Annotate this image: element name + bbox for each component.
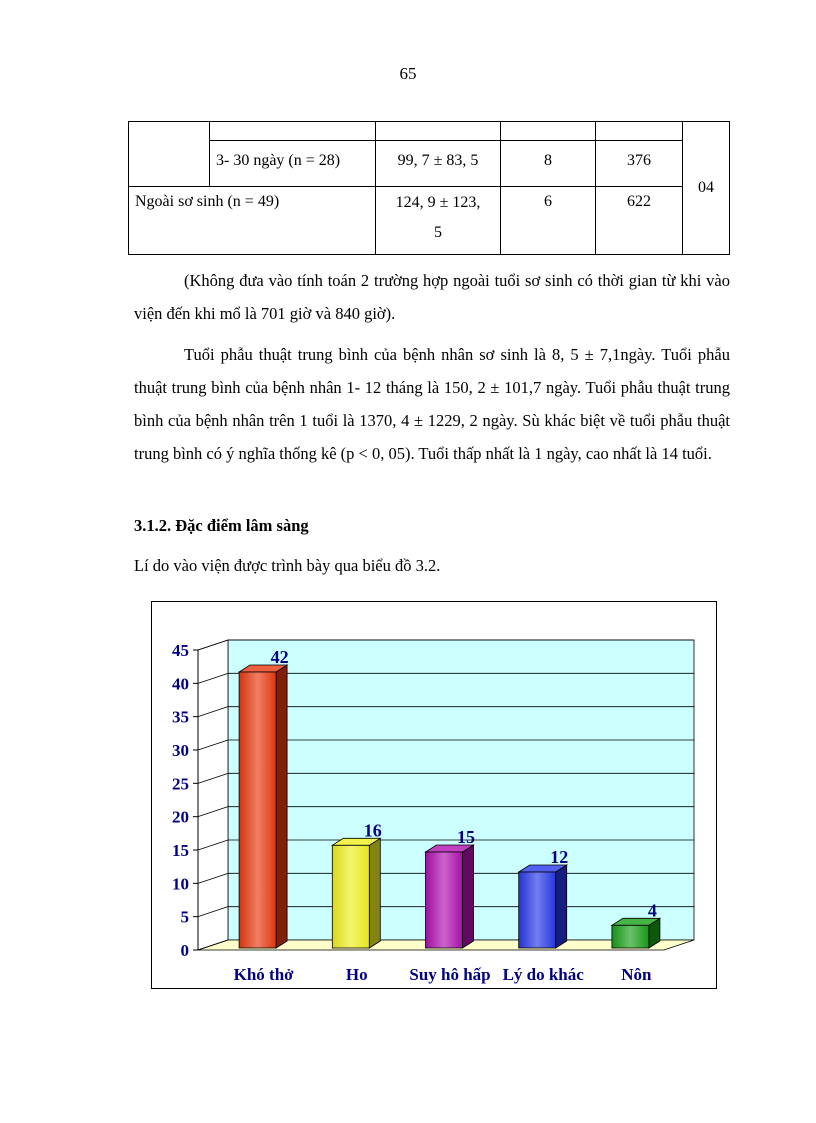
section-heading: 3.1.2. Đặc điểm lâm sàng	[134, 516, 309, 535]
y-tick-label: 5	[180, 907, 189, 927]
y-tick-label: 45	[172, 641, 189, 660]
y-tick-label: 0	[180, 941, 189, 960]
table-cell	[596, 122, 683, 141]
body-text: Tuổi phẫu thuật trung bình của bệnh nhân sơ sinh là 8, 5 ± 7,1ngày. Tuổi phẫu thuật trung bình của bệnh nhân 1- 12 tháng là 150, 2 ± 101,7 ngày. Tuổi phẫu thuật trung bình của bệnh nhân trên 1 tuổi là 1370, 4 ± 1229, 2 ngày. Sù khác biệt về tuổi phẫu thuật trung bình có ý nghĩa thống kê (p < 0, 05). Tuổi thấp nhất là 1 ngày, cao nhất là 14 tuổi.	[134, 345, 730, 463]
y-tick-label: 20	[172, 807, 189, 827]
x-tick-label: Suy hô hấp	[409, 965, 491, 984]
body-paragraph	[134, 338, 730, 470]
bar-side	[463, 845, 474, 948]
y-tick-label: 10	[172, 874, 189, 894]
max-value: 376	[627, 152, 651, 169]
table-row	[129, 122, 730, 141]
table-cell	[129, 122, 210, 187]
x-tick-label: Lý do khác	[502, 965, 584, 984]
mean-value: 99, 7 ± 83, 5	[397, 152, 479, 169]
table-row	[129, 141, 730, 187]
table-row	[129, 187, 730, 255]
chart-frame	[151, 601, 717, 989]
min-value: 8	[544, 152, 552, 169]
y-tick-label: 40	[172, 674, 189, 694]
y-tick-label: 30	[172, 741, 189, 760]
table-cell	[376, 122, 501, 141]
data-label: 16	[363, 820, 382, 841]
row-label: 3- 30 ngày (n = 28)	[216, 152, 341, 169]
table-cell	[376, 187, 501, 255]
x-tick-label: Ho	[345, 965, 368, 984]
y-tick-label: 25	[172, 774, 189, 794]
bar-side	[556, 865, 567, 948]
table-cell	[210, 122, 376, 141]
table-cell	[501, 122, 596, 141]
bar	[332, 845, 369, 948]
row-label: Ngoài sơ sinh (n = 49)	[135, 193, 280, 210]
note-paragraph	[134, 264, 730, 330]
x-tick-label: Khó thở	[233, 965, 294, 984]
p-value-cell	[683, 122, 730, 255]
y-tick-label: 35	[172, 707, 189, 727]
table-cell	[501, 141, 596, 187]
data-label: 15	[457, 827, 475, 847]
note-text: (Không đưa vào tính toán 2 trường hợp ngoài tuổi sơ sinh có thời gian từ khi vào viện đến khi mổ là 701 giờ và 840 giờ).	[134, 271, 730, 323]
data-label: 4	[647, 900, 657, 921]
data-label: 12	[550, 847, 569, 867]
bar-side	[369, 838, 380, 948]
table-cell	[501, 187, 596, 255]
bar	[612, 925, 649, 948]
table-cell	[210, 141, 376, 187]
bar	[426, 852, 463, 948]
max-value: 622	[627, 193, 651, 210]
p-value: 04	[698, 179, 714, 196]
mean-value-line2: 5	[434, 224, 442, 241]
data-label: 42	[270, 647, 289, 667]
chart-caption: Lí do vào viện được trình bày qua biểu đồ 3.2.	[134, 556, 441, 575]
y-tick-label: 15	[172, 841, 189, 860]
table-cell	[129, 187, 376, 255]
x-tick-label: Nôn	[621, 965, 652, 984]
table-cell	[596, 187, 683, 255]
bar	[519, 872, 556, 948]
page-number: 65	[399, 64, 417, 83]
table-cell	[376, 141, 501, 187]
statistics-table	[128, 121, 730, 255]
plot-side-wall	[198, 640, 228, 950]
bar-chart	[152, 602, 716, 988]
bar	[239, 672, 276, 948]
table-cell	[596, 141, 683, 187]
min-value: 6	[544, 193, 552, 210]
bar-side	[276, 665, 287, 948]
mean-value-line1: 124, 9 ± 123,	[395, 194, 481, 211]
